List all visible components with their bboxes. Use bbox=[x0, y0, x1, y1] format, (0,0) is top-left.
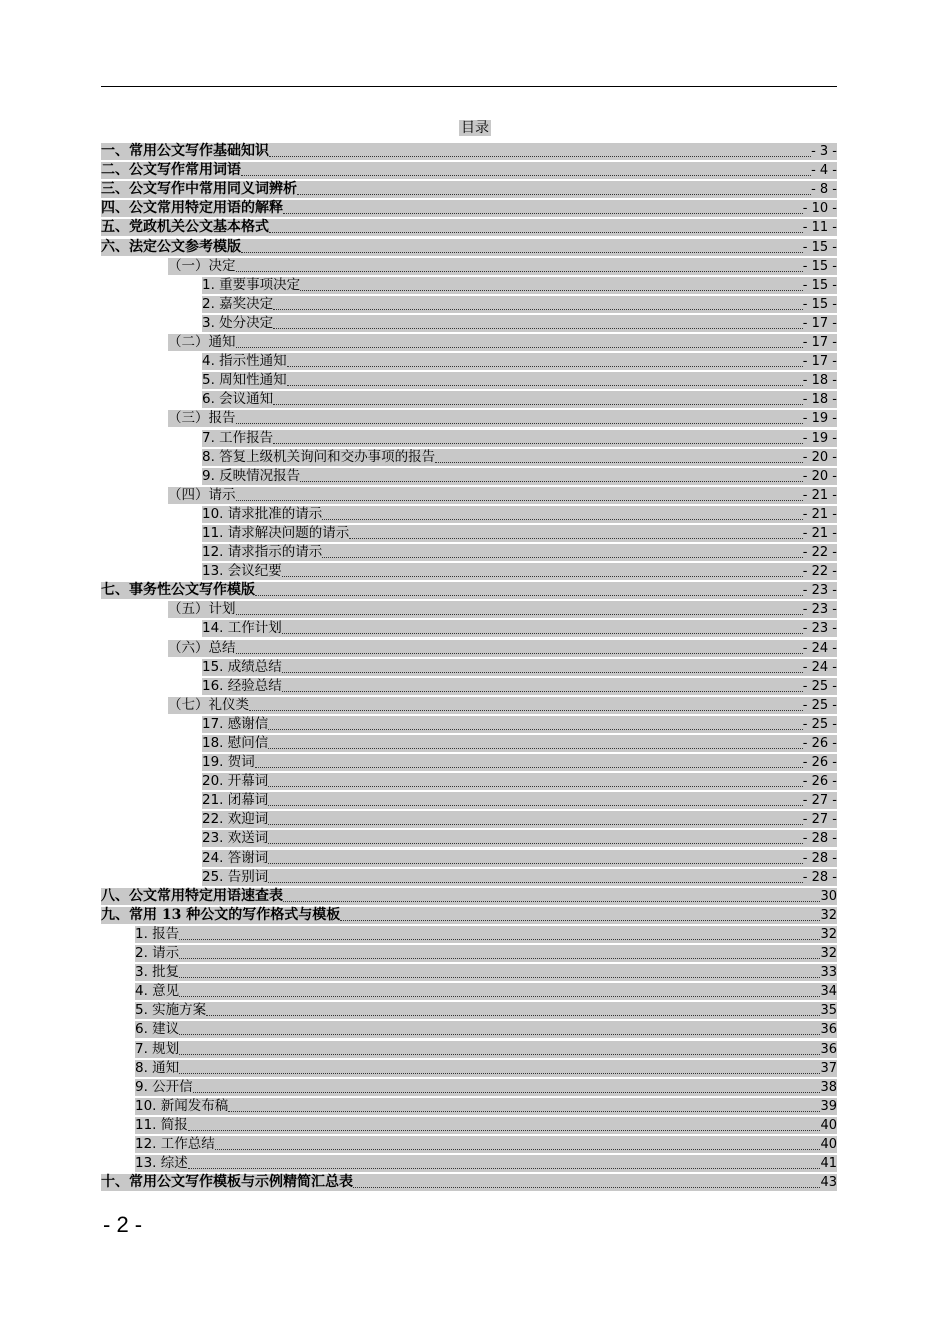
toc-leader-dots bbox=[179, 1021, 820, 1038]
toc-leader-dots bbox=[268, 792, 803, 809]
toc-leader-dots bbox=[236, 258, 803, 275]
toc-entry[interactable] bbox=[101, 256, 837, 275]
toc-entry[interactable] bbox=[101, 1115, 837, 1134]
toc-entry[interactable] bbox=[101, 714, 837, 733]
page-number: - 2 - bbox=[103, 1212, 143, 1237]
toc-leader-dots bbox=[179, 1041, 820, 1058]
toc-leader-dots bbox=[287, 372, 803, 389]
toc-entry[interactable] bbox=[101, 561, 837, 580]
toc-entry[interactable] bbox=[101, 485, 837, 504]
toc-leader-dots bbox=[283, 200, 803, 217]
toc-entry-label: 21. 闭幕词 bbox=[202, 792, 269, 809]
toc-entry-page: - 18 - bbox=[802, 392, 837, 408]
toc-leader-dots bbox=[340, 907, 820, 924]
toc-leader-dots bbox=[255, 582, 803, 599]
toc-entry-page: 33 bbox=[820, 965, 837, 981]
toc-leader-dots bbox=[255, 754, 803, 771]
toc-entry-label: 五、党政机关公文基本格式 bbox=[101, 219, 269, 236]
toc-leader-dots bbox=[269, 143, 811, 160]
toc-entry-label: 2. 嘉奖决定 bbox=[202, 295, 274, 312]
toc-leader-dots bbox=[249, 697, 803, 714]
toc-entry[interactable] bbox=[101, 1058, 837, 1077]
toc-entry-page: - 28 - bbox=[802, 869, 837, 885]
toc-entry[interactable] bbox=[101, 599, 837, 618]
toc-entry[interactable] bbox=[101, 828, 837, 847]
toc-entry-page: 39 bbox=[820, 1098, 837, 1114]
toc-entry-label: 16. 经验总结 bbox=[202, 677, 282, 694]
toc-entry[interactable] bbox=[101, 981, 837, 1000]
toc-leader-dots bbox=[282, 620, 803, 637]
toc-leader-dots bbox=[349, 525, 803, 542]
toc-leader-dots bbox=[236, 410, 803, 427]
toc-entry-page: 32 bbox=[820, 907, 837, 923]
toc-leader-dots bbox=[297, 181, 811, 198]
toc-entry[interactable] bbox=[101, 160, 837, 179]
toc-entry-label: （六）总结 bbox=[168, 639, 236, 656]
toc-entry-label: 19. 贺词 bbox=[202, 754, 255, 771]
toc-leader-dots bbox=[268, 811, 803, 828]
toc-leader-dots bbox=[236, 601, 803, 618]
toc-entry-page: - 20 - bbox=[802, 468, 837, 484]
toc-entry-label: 10. 请求批准的请示 bbox=[202, 505, 323, 522]
toc-entry[interactable] bbox=[101, 294, 837, 313]
toc-entry-page: - 23 - bbox=[802, 621, 837, 637]
toc-entry-label: 11. 请求解决问题的请示 bbox=[202, 524, 350, 541]
toc-entry-label: 3. 批复 bbox=[135, 964, 180, 981]
toc-entry-label: 25. 告别词 bbox=[202, 868, 269, 885]
toc-entry-page: 32 bbox=[820, 926, 837, 942]
toc-entry-label: 1. 报告 bbox=[135, 925, 180, 942]
toc-leader-dots bbox=[282, 563, 803, 580]
toc-entry[interactable] bbox=[101, 962, 837, 981]
toc-entry-label: 8. 通知 bbox=[135, 1059, 180, 1076]
toc-entry-label: 6. 会议通知 bbox=[202, 391, 274, 408]
toc-leader-dots bbox=[322, 544, 803, 561]
toc-entry[interactable] bbox=[101, 580, 837, 599]
toc-entry-label: 8. 答复上级机关询问和交办事项的报告 bbox=[202, 448, 436, 465]
toc-leader-dots bbox=[273, 315, 803, 332]
toc-entry-label: 5. 周知性通知 bbox=[202, 372, 287, 389]
toc-entry-page: - 19 - bbox=[802, 411, 837, 427]
toc-entry-page: 30 bbox=[820, 888, 837, 904]
toc-leader-dots bbox=[268, 716, 803, 733]
toc-entry-label: 13. 会议纪要 bbox=[202, 563, 282, 580]
toc-entry-page: - 17 - bbox=[802, 354, 837, 370]
toc-entry-label: 4. 指示性通知 bbox=[202, 353, 287, 370]
toc-entry-page: - 28 - bbox=[802, 831, 837, 847]
toc-entry-label: 一、常用公文写作基础知识 bbox=[101, 143, 269, 160]
toc-entry-page: 38 bbox=[820, 1079, 837, 1095]
toc-entry[interactable] bbox=[101, 905, 837, 924]
toc-entry-page: 34 bbox=[820, 984, 837, 1000]
toc-entry-page: - 22 - bbox=[802, 545, 837, 561]
toc-entry-label: 八、公文常用特定用语速查表 bbox=[101, 887, 283, 904]
toc-entry-label: 11. 简报 bbox=[135, 1116, 188, 1133]
toc-entry-page: - 11 - bbox=[802, 220, 837, 236]
toc-entry[interactable] bbox=[101, 275, 837, 294]
toc-leader-dots bbox=[282, 659, 803, 676]
toc-entry[interactable] bbox=[101, 676, 837, 695]
toc-entry-label: 7. 工作报告 bbox=[202, 429, 274, 446]
toc-entry-label: 二、公文写作常用词语 bbox=[101, 162, 241, 179]
toc-entry[interactable] bbox=[101, 695, 837, 714]
toc-entry-label: 六、法定公文参考模版 bbox=[101, 238, 241, 255]
toc-entry-page: - 17 - bbox=[802, 315, 837, 331]
toc-entry-page: - 20 - bbox=[802, 449, 837, 465]
toc-entry-page: - 26 - bbox=[802, 774, 837, 790]
toc-leader-dots bbox=[273, 296, 803, 313]
toc-entry-label: （二）通知 bbox=[168, 334, 236, 351]
toc-entry-label: 6. 建议 bbox=[135, 1021, 180, 1038]
toc-entry[interactable] bbox=[101, 1077, 837, 1096]
toc-entry[interactable] bbox=[101, 1000, 837, 1019]
toc-entry[interactable] bbox=[101, 1134, 837, 1153]
toc-entry-page: 36 bbox=[820, 1041, 837, 1057]
toc-entry[interactable] bbox=[101, 408, 837, 427]
toc-leader-dots bbox=[268, 850, 803, 867]
toc-entry-label: 9. 公开信 bbox=[135, 1078, 193, 1095]
toc-leader-dots bbox=[268, 773, 803, 790]
toc-entry-page: - 25 - bbox=[802, 697, 837, 713]
toc-entry-page: - 21 - bbox=[802, 487, 837, 503]
toc-entry[interactable] bbox=[101, 657, 837, 676]
toc-entry-label: 10. 新闻发布稿 bbox=[135, 1097, 229, 1114]
toc-leader-dots bbox=[179, 983, 820, 1000]
toc-leader-dots bbox=[236, 334, 803, 351]
toc-entry-page: - 10 - bbox=[802, 201, 837, 217]
toc-entry-label: 2. 请示 bbox=[135, 945, 180, 962]
toc-entry-page: - 21 - bbox=[802, 525, 837, 541]
toc-entry-label: 22. 欢迎词 bbox=[202, 811, 269, 828]
toc-entry-label: 13. 综述 bbox=[135, 1155, 188, 1172]
toc-leader-dots bbox=[300, 277, 803, 294]
toc-entry-label: 23. 欢送词 bbox=[202, 830, 269, 847]
toc-entry[interactable] bbox=[101, 809, 837, 828]
toc-entry-label: 14. 工作计划 bbox=[202, 620, 282, 637]
toc-entry[interactable] bbox=[101, 504, 837, 523]
toc-entry-label: 24. 答谢词 bbox=[202, 849, 269, 866]
toc-leader-dots bbox=[193, 1079, 821, 1096]
toc-entry[interactable] bbox=[101, 447, 837, 466]
toc-entry-page: 40 bbox=[820, 1117, 837, 1133]
toc-entry-page: - 4 - bbox=[811, 163, 837, 179]
toc-entry-page: - 24 - bbox=[802, 640, 837, 656]
toc-entry-label: 七、事务性公文写作模版 bbox=[101, 582, 255, 599]
toc-leader-dots bbox=[241, 162, 811, 179]
toc-entry-label: 三、公文写作中常用同义词辨析 bbox=[101, 181, 297, 198]
toc-entry-page: - 18 - bbox=[802, 373, 837, 389]
toc-entry[interactable] bbox=[101, 924, 837, 943]
toc-leader-dots bbox=[228, 1098, 820, 1115]
toc-leader-dots bbox=[269, 219, 803, 236]
toc-entry[interactable] bbox=[101, 733, 837, 752]
toc-entry-label: 9. 反映情况报告 bbox=[202, 467, 301, 484]
toc-entry-label: 九、常用 13 种公文的写作格式与模板 bbox=[101, 906, 341, 923]
toc-entry[interactable] bbox=[101, 771, 837, 790]
toc-entry[interactable] bbox=[101, 790, 837, 809]
toc-leader-dots bbox=[236, 640, 803, 657]
toc-entry-label: （四）请示 bbox=[168, 486, 236, 503]
toc-entry-page: - 19 - bbox=[802, 430, 837, 446]
toc-entry-page: - 26 - bbox=[802, 755, 837, 771]
toc-leader-dots bbox=[241, 239, 803, 256]
toc-entry-page: - 15 - bbox=[802, 277, 837, 293]
toc-entry-label: （一）决定 bbox=[168, 257, 236, 274]
toc-entry[interactable] bbox=[101, 1096, 837, 1115]
toc-entry-page: - 24 - bbox=[802, 659, 837, 675]
toc-leader-dots bbox=[273, 391, 803, 408]
toc-entry-page: - 15 - bbox=[802, 296, 837, 312]
toc-leader-dots bbox=[179, 1060, 820, 1077]
toc-entry[interactable] bbox=[101, 370, 837, 389]
toc-leader-dots bbox=[322, 506, 803, 523]
toc-entry-page: - 23 - bbox=[802, 583, 837, 599]
toc-entry[interactable] bbox=[101, 217, 837, 236]
toc-entry-page: 43 bbox=[820, 1175, 837, 1191]
toc-title bbox=[0, 117, 950, 138]
toc-entry-page: - 27 - bbox=[802, 812, 837, 828]
toc-entry[interactable] bbox=[101, 332, 837, 351]
toc-entry[interactable] bbox=[101, 943, 837, 962]
toc-entry-page: 35 bbox=[820, 1003, 837, 1019]
toc-entry-page: 36 bbox=[820, 1022, 837, 1038]
header-rule bbox=[101, 86, 837, 87]
toc-entry-label: 7. 规划 bbox=[135, 1040, 180, 1057]
toc-entry-label: （三）报告 bbox=[168, 410, 236, 427]
toc-entry-label: 18. 慰问信 bbox=[202, 735, 269, 751]
toc-entry[interactable] bbox=[101, 847, 837, 866]
toc-entry-page: - 27 - bbox=[802, 793, 837, 809]
table-of-contents bbox=[101, 141, 837, 1191]
toc-entry[interactable] bbox=[101, 867, 837, 886]
toc-entry-page: - 28 - bbox=[802, 850, 837, 866]
toc-leader-dots bbox=[268, 830, 803, 847]
toc-entry[interactable] bbox=[101, 427, 837, 446]
toc-leader-dots bbox=[283, 888, 820, 905]
toc-entry-page: - 21 - bbox=[802, 506, 837, 522]
toc-entry[interactable] bbox=[101, 1153, 837, 1172]
toc-entry-label: 17. 感谢信 bbox=[202, 715, 269, 732]
toc-leader-dots bbox=[353, 1174, 820, 1191]
toc-entry-page: - 8 - bbox=[811, 182, 837, 198]
toc-entry-label: 12. 工作总结 bbox=[135, 1135, 215, 1152]
toc-leader-dots bbox=[287, 353, 803, 370]
toc-leader-dots bbox=[300, 468, 803, 485]
toc-entry-page: - 15 - bbox=[802, 239, 837, 255]
toc-entry[interactable] bbox=[101, 1038, 837, 1057]
toc-leader-dots bbox=[188, 1117, 821, 1134]
toc-entry-page: 37 bbox=[820, 1060, 837, 1076]
toc-entry-label: 十、常用公文写作模板与示例精简汇总表 bbox=[101, 1174, 353, 1191]
toc-entry[interactable] bbox=[101, 637, 837, 656]
toc-entry-label: 12. 请求指示的请示 bbox=[202, 544, 323, 561]
toc-entry[interactable] bbox=[101, 179, 837, 198]
toc-entry[interactable] bbox=[101, 1172, 837, 1191]
toc-entry-page: 32 bbox=[820, 946, 837, 962]
toc-entry-page: - 15 - bbox=[802, 258, 837, 274]
toc-leader-dots bbox=[179, 926, 820, 943]
toc-entry-page: - 23 - bbox=[802, 602, 837, 618]
toc-entry-page: - 22 - bbox=[802, 564, 837, 580]
toc-entry-label: 15. 成绩总结 bbox=[202, 658, 282, 675]
toc-entry[interactable] bbox=[101, 351, 837, 370]
toc-entry-label: 3. 处分决定 bbox=[202, 314, 274, 331]
toc-entry[interactable] bbox=[101, 618, 837, 637]
toc-title-text: 目录 bbox=[461, 120, 489, 136]
toc-entry-page: - 26 - bbox=[802, 736, 837, 751]
toc-entry-label: 四、公文常用特定用语的解释 bbox=[101, 200, 283, 217]
toc-entry[interactable] bbox=[101, 198, 837, 217]
toc-leader-dots bbox=[215, 1136, 821, 1153]
toc-entry[interactable] bbox=[101, 886, 837, 905]
toc-entry-page: - 3 - bbox=[811, 144, 837, 160]
toc-entry-page: 41 bbox=[820, 1156, 837, 1172]
toc-leader-dots bbox=[268, 735, 803, 752]
toc-entry[interactable] bbox=[101, 1019, 837, 1038]
toc-leader-dots bbox=[188, 1155, 821, 1172]
toc-entry[interactable] bbox=[101, 141, 837, 160]
toc-leader-dots bbox=[273, 430, 803, 447]
toc-leader-dots bbox=[179, 945, 820, 962]
toc-entry[interactable] bbox=[101, 752, 837, 771]
toc-entry-label: （五）计划 bbox=[168, 601, 236, 618]
toc-entry[interactable] bbox=[101, 389, 837, 408]
toc-entry[interactable] bbox=[101, 523, 837, 542]
toc-leader-dots bbox=[435, 449, 803, 466]
toc-leader-dots bbox=[268, 869, 803, 886]
toc-leader-dots bbox=[236, 487, 803, 504]
toc-entry-page: - 25 - bbox=[802, 716, 837, 732]
toc-entry-label: 4. 意见 bbox=[135, 983, 180, 1000]
toc-entry-page: - 17 - bbox=[802, 335, 837, 351]
toc-leader-dots bbox=[179, 964, 820, 981]
toc-entry[interactable] bbox=[101, 542, 837, 561]
toc-entry-label: 1. 重要事项决定 bbox=[202, 276, 301, 293]
toc-leader-dots bbox=[206, 1002, 820, 1019]
toc-entry-label: 20. 开幕词 bbox=[202, 773, 269, 790]
toc-entry[interactable] bbox=[101, 313, 837, 332]
toc-entry-page: - 25 - bbox=[802, 678, 837, 694]
toc-entry-label: （七）礼仪类 bbox=[168, 696, 249, 713]
toc-entry-page: 40 bbox=[820, 1136, 837, 1152]
toc-leader-dots bbox=[282, 678, 803, 695]
toc-entry-label: 5. 实施方案 bbox=[135, 1002, 207, 1019]
toc-entry[interactable] bbox=[101, 466, 837, 485]
toc-entry[interactable] bbox=[101, 236, 837, 255]
